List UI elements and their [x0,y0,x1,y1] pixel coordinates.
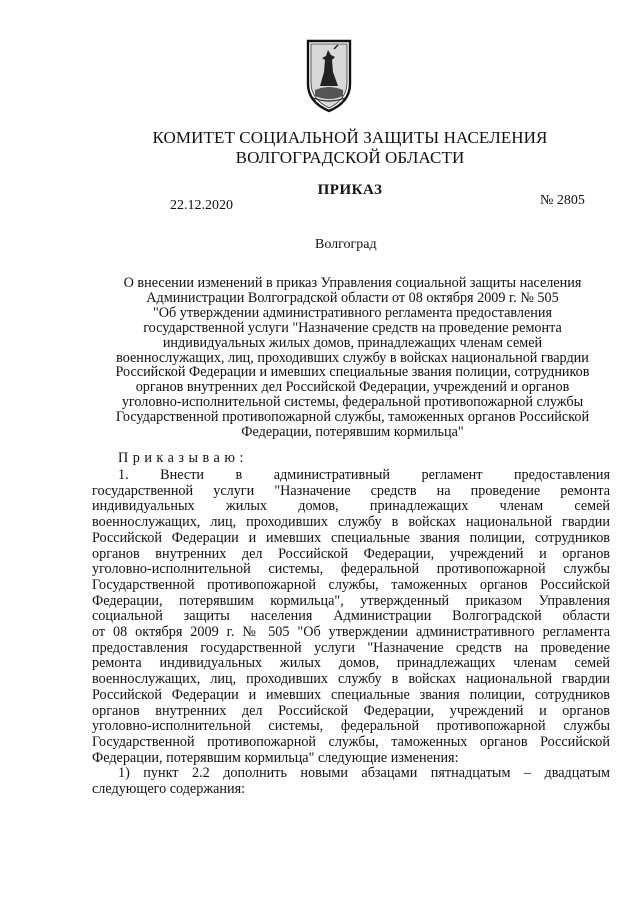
body-line: военнослужащих, лиц, проходивших службу в войсках национальной гвардии [92,514,610,531]
body-line: индивидуальных жилых домов, принадлежащих членам семей [92,498,610,515]
heading-line: Российской Федерации и имевших специальные звания полиции, сотрудников [115,364,590,381]
body-line: военнослужащих, лиц, проходивших службу в войсках национальной гвардии [92,671,610,688]
document-date: 22.12.2020 [170,198,233,213]
body-line: социальной защиты населения Администрации Волгоградской области [92,608,610,625]
body-line: следующего содержания: [92,781,246,798]
heading-line: военнослужащих, лиц, проходивших службу в войсках национальной гвардии [116,349,589,366]
heading-line: Администрации Волгоградской области от 08 октября 2009 г. № 505 [146,289,559,306]
heading-line: Государственной противопожарной службы, таможенных органов Российской [115,409,590,426]
heading-line: "Об утверждении административного регламента предоставления [153,304,552,321]
body-line: предоставления государственной услуги "Назначение средств на проведение [92,639,610,656]
document-subject-heading [95,276,610,440]
body-line: Государственной противопожарной службы, таможенных органов Российской [92,576,610,593]
document-city: Волгоград [315,237,377,252]
body-line: Государственной противопожарной службы, таможенных органов Российской [92,733,610,750]
organization-name-line-1: КОМИТЕТ СОЦИАЛЬНОЙ ЗАЩИТЫ НАСЕЛЕНИЯ [152,128,548,147]
body-line: органов внутренних дел Российской Федерации, учреждений и органов [92,545,610,562]
body-line: уголовно-исполнительной системы, федеральной противопожарной службы [92,718,610,735]
body-line: органов внутренних дел Российской Федерации, учреждений и органов [92,702,610,719]
organization-name-line-2: ВОЛГОГРАДСКОЙ ОБЛАСТИ [235,148,465,167]
document-body [92,468,610,798]
heading-line: О внесении изменений в приказ Управления социальной защиты населения [123,275,582,291]
body-line: Федерации, потерявшим кормильца", утвержденный приказом Управления [92,592,610,609]
body-line: 1) пункт 2.2 дополнить новыми абзацами пятнадцатым – двадцатым [118,765,610,782]
heading-line: государственной услуги "Назначение средств на проведение ремонта [143,319,562,336]
heading-line: органов внутренних дел Российской Федерации, учреждений и органов [135,379,570,396]
order-word: Приказываю: [118,450,248,466]
body-line: уголовно-исполнительной системы, федеральной противопожарной службы [92,561,610,578]
organization-name [150,128,550,168]
heading-line: индивидуальных жилых домов, принадлежащих членам семей [162,334,543,351]
body-line: Федерации, потерявшим кормильца" следующие изменения: [92,749,459,766]
body-line: государственной услуги "Назначение средств на проведение ремонта [92,482,610,499]
document-type-title: ПРИКАЗ [317,182,383,198]
coat-of-arms-icon [305,38,353,114]
heading-line: уголовно-исполнительной системы, федеральной противопожарной службы [121,394,584,411]
body-line: ремонта индивидуальных жилых домов, принадлежащих членам семей [92,655,610,672]
body-line: 1. Внести в административный регламент предоставления [118,467,610,483]
document-number: № 2805 [540,193,585,208]
body-line: Российской Федерации и имевших специальные звания полиции, сотрудников [92,529,610,546]
heading-line: Федерации, потерявшим кормильца" [241,424,464,441]
body-line: от 08 октября 2009 г. № 505 "Об утверждении административного регламента [92,624,610,641]
body-line: Российской Федерации и имевших специальные звания полиции, сотрудников [92,686,610,703]
